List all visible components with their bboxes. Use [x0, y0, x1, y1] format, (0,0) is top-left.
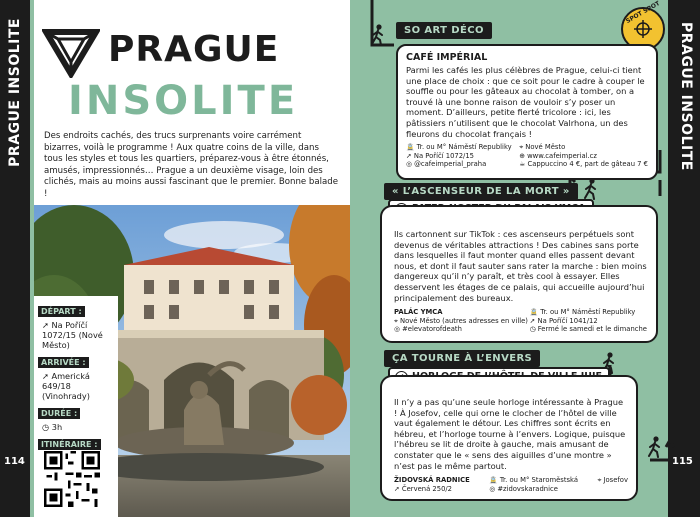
horloge-meta-transport: 🚊 Tr. ou M° Staroměstská: [489, 476, 579, 485]
paternoster-meta-district: ⌖ Nové Město (autres adresses en ville): [394, 316, 528, 325]
cafe-meta-left: [406, 143, 512, 169]
horloge-meta-mid: [489, 476, 578, 493]
walking-person-icon: [369, 24, 387, 46]
location-arrow-icon: ➚: [42, 371, 49, 381]
itinerary-box: [34, 296, 118, 517]
paternoster-card: [380, 205, 658, 343]
horloge-meta-place: ŽIDOVSKÁ RADNICE: [394, 476, 470, 485]
instagram-icon: ◎: [406, 160, 415, 169]
map-pin-icon: ⌖: [597, 476, 604, 485]
section-banner-ascenseur: « L’ASCENSEUR DE LA MORT »: [384, 183, 578, 200]
paternoster-meta-transport: 🚊 Tr. ou M° Náměstí Republiky: [529, 308, 636, 317]
cafe-meta-right: [519, 143, 648, 169]
horloge-meta-left: [394, 476, 470, 493]
intro-paragraph: Des endroits cachés, des trucs surprenants voire carrément bizarres, voilà le programme ! Aux quatre coins de la ville, dans tous les styles et tous les quartiers, préparez-vous à être étonnés, amusés, impressionnés… Prague a un deuxième visage, loin des clichés, mais au moins aussi fascinant que le premier. Bonne balade !: [44, 131, 339, 199]
spot-badge-label: SPOT SPOT: [624, 0, 662, 26]
instagram-icon: ◎: [489, 484, 498, 493]
map-pin-icon: ⌖: [394, 316, 400, 325]
depart-value: ➚ Na Poříčí 1072/15 (Nové Město): [42, 320, 103, 350]
horloge-meta-right: [598, 476, 628, 493]
horloge-meta-hashtag: ◎ #zidovskaradnice: [489, 484, 558, 493]
page-number-right: 115: [672, 456, 693, 467]
impossible-triangle-icon: [42, 26, 100, 78]
section-banner-envers: ÇA TOURNE À L’ENVERS: [384, 350, 540, 367]
globe-icon: ⊕: [519, 151, 528, 160]
page-number-left: 114: [4, 456, 25, 467]
transport-icon: 🚊: [489, 476, 500, 485]
arrivee-label: ARRIVÉE :: [38, 357, 89, 368]
duree-label: DURÉE :: [38, 408, 80, 419]
left-tab-title: PRAGUE INSOLITE: [7, 18, 23, 167]
transport-icon: 🚊: [529, 308, 541, 317]
horloge-card: [380, 375, 638, 501]
cup-icon: ☕: [519, 160, 528, 169]
page-title-line2: INSOLITE: [68, 78, 299, 124]
map-pin-icon: ⌖: [519, 143, 526, 152]
paternoster-meta-hashtag: ◎ #elevatorofdeath: [394, 325, 462, 334]
location-arrow-icon: ➚: [394, 484, 402, 493]
paternoster-text: Ils cartonnent sur TikTok : ces ascenseurs perpétuels sont devenus de véritables attractions ! Des cabines sans porte dans lesquelles il faut monter quand elles passent devant nous, et dont il faut sauter sans rater la marche : bien moins dangereux qu’il n’y paraît, et très cool à essayer. Elles desservent les étages de ce palais, qui accueille aujourd’hui principalement des bureaux.: [394, 229, 647, 303]
paternoster-meta-place: PALÁC YMCA: [394, 308, 443, 317]
arrivee-value: ➚ Americká 649/18 (Vinohrady): [42, 371, 90, 401]
location-arrow-icon: ➚: [529, 316, 538, 325]
walking-person-icon: [582, 178, 600, 200]
section-banner-art-deco: SO ART DÉCO: [396, 22, 492, 39]
instagram-icon: ◎: [394, 325, 403, 334]
horloge-meta-district: ⌖ Josefov: [597, 476, 628, 485]
itineraire-label: ITINÉRAIRE :: [38, 439, 101, 450]
location-arrow-icon: ➚: [406, 151, 414, 160]
duree-value: ◷ 3h: [42, 422, 63, 432]
cafe-imperial-title: CAFÉ IMPÉRIAL: [406, 52, 488, 63]
cafe-meta-transport: 🚊 Tr. ou M° Náměstí Republiky: [406, 143, 512, 152]
horloge-text: Il n’y a pas qu’une seule horloge intéressante à Prague ! À Josefov, celle qui orne le clocher de l’hôtel de ville vaut également le détour. Les chiffres sont écrits en hébreu, et l’horloge tourne à l’envers. Logique, puisque l’hébreu se lit de droite à gauche, mais amusant de constater que le « sens des aiguilles d’une montre » n’est pas le même partout.: [394, 397, 626, 471]
transport-icon: 🚊: [406, 143, 417, 152]
cafe-meta-district: ⌖ Nové Město: [519, 143, 566, 152]
walking-person-icon: [646, 436, 664, 458]
cafe-meta-address: ➚ Na Poříčí 1072/15: [406, 151, 474, 160]
page-title-line1: PRAGUE: [108, 29, 280, 70]
cafe-imperial-text: Parmi les cafés les plus célèbres de Prague, celui-ci tient une place de choix : que ce soit pour le cadre à couper le souffle ou pour les gâteaux au chocolat à tomber, on a trouvé là une bonne raison de vouloir s’y poser un moment. D’ailleurs, petite fierté tricolore : ici, les pâtissiers n’utilisent que le chocolat Valrhona, un des fleurons du chocolat français !: [406, 65, 645, 139]
paternoster-meta-address: ➚ Na Poříčí 1041/12: [529, 316, 598, 325]
depart-label: DÉPART :: [38, 306, 85, 317]
horloge-meta-address: ➚ Červená 250/2: [394, 484, 453, 493]
clock-icon: ◷: [42, 422, 50, 432]
location-arrow-icon: ➚: [42, 320, 49, 330]
clock-icon: ◷: [529, 325, 538, 334]
cafe-meta-instagram: ◎ @cafeimperial_praha: [406, 160, 487, 169]
qr-code[interactable]: [44, 451, 100, 507]
cafe-meta-price: ☕ Cappuccino 4 €, part de gâteau 7 €: [519, 160, 648, 169]
right-tab-title: PRAGUE INSOLITE: [678, 22, 694, 171]
cafe-meta-website[interactable]: ⊕ www.cafeimperial.cz: [519, 151, 597, 160]
cafe-imperial-card: [396, 44, 658, 180]
paternoster-meta-hours: ◷ Fermé le samedi et le dimanche: [529, 325, 647, 334]
paternoster-meta-right: [530, 308, 647, 334]
paternoster-meta-left: [394, 308, 528, 334]
